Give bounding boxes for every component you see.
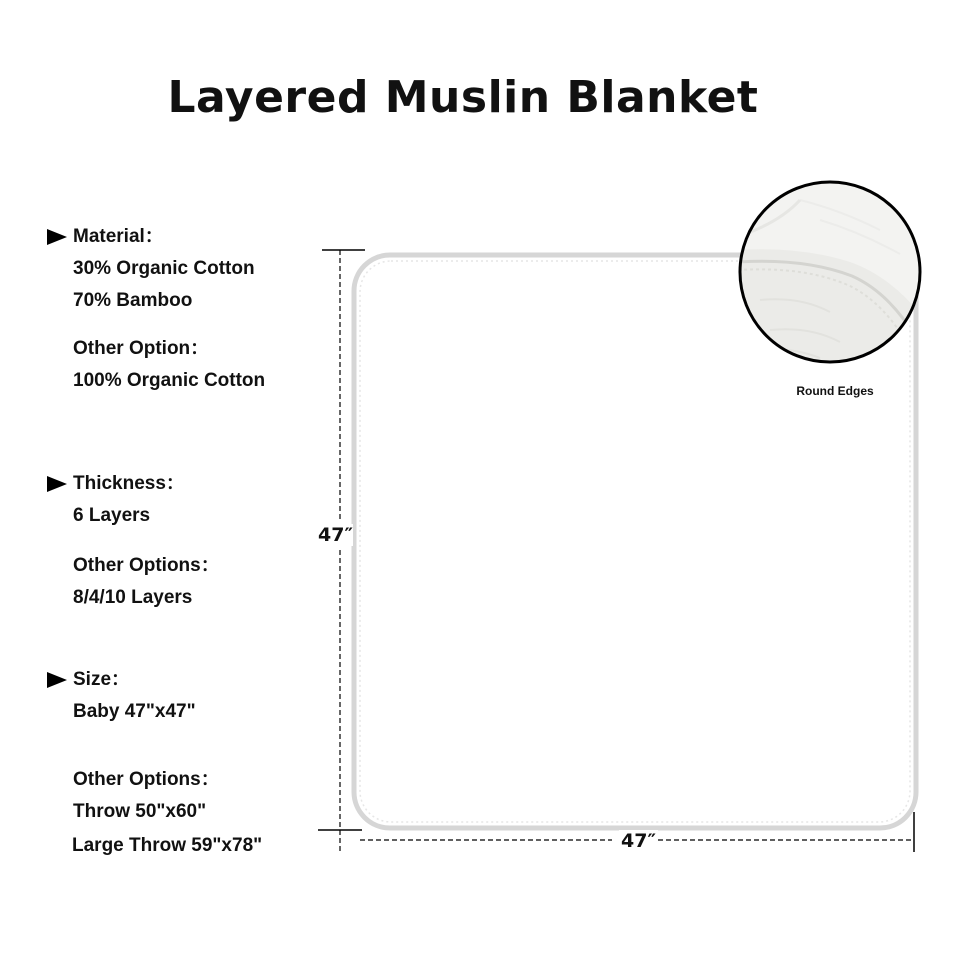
size-option-line: Large Throw 59"x78" bbox=[72, 835, 263, 856]
thickness-label: Thickness： bbox=[73, 473, 185, 494]
size-option-line: Throw 50"x60" bbox=[73, 801, 207, 822]
material-option-line: 100% Organic Cotton bbox=[73, 370, 266, 391]
thickness-option-label: Other Options： bbox=[73, 555, 220, 576]
material-option-label: Other Option： bbox=[73, 338, 210, 359]
material-line: 30% Organic Cotton bbox=[73, 258, 255, 279]
size-label: Size： bbox=[73, 669, 131, 690]
size-line: Baby 47"x47" bbox=[73, 701, 196, 722]
height-dimension-label: 47″ bbox=[318, 524, 353, 546]
material-label: Material： bbox=[73, 226, 164, 247]
page-title: Layered Muslin Blanket bbox=[167, 72, 759, 123]
width-dimension-label: 47″ bbox=[621, 830, 656, 852]
detail-caption: Round Edges bbox=[796, 384, 874, 398]
material-line: 70% Bamboo bbox=[73, 290, 193, 311]
thickness-option-line: 8/4/10 Layers bbox=[73, 587, 193, 608]
thickness-line: 6 Layers bbox=[73, 505, 151, 526]
size-option-label: Other Options： bbox=[73, 769, 220, 790]
